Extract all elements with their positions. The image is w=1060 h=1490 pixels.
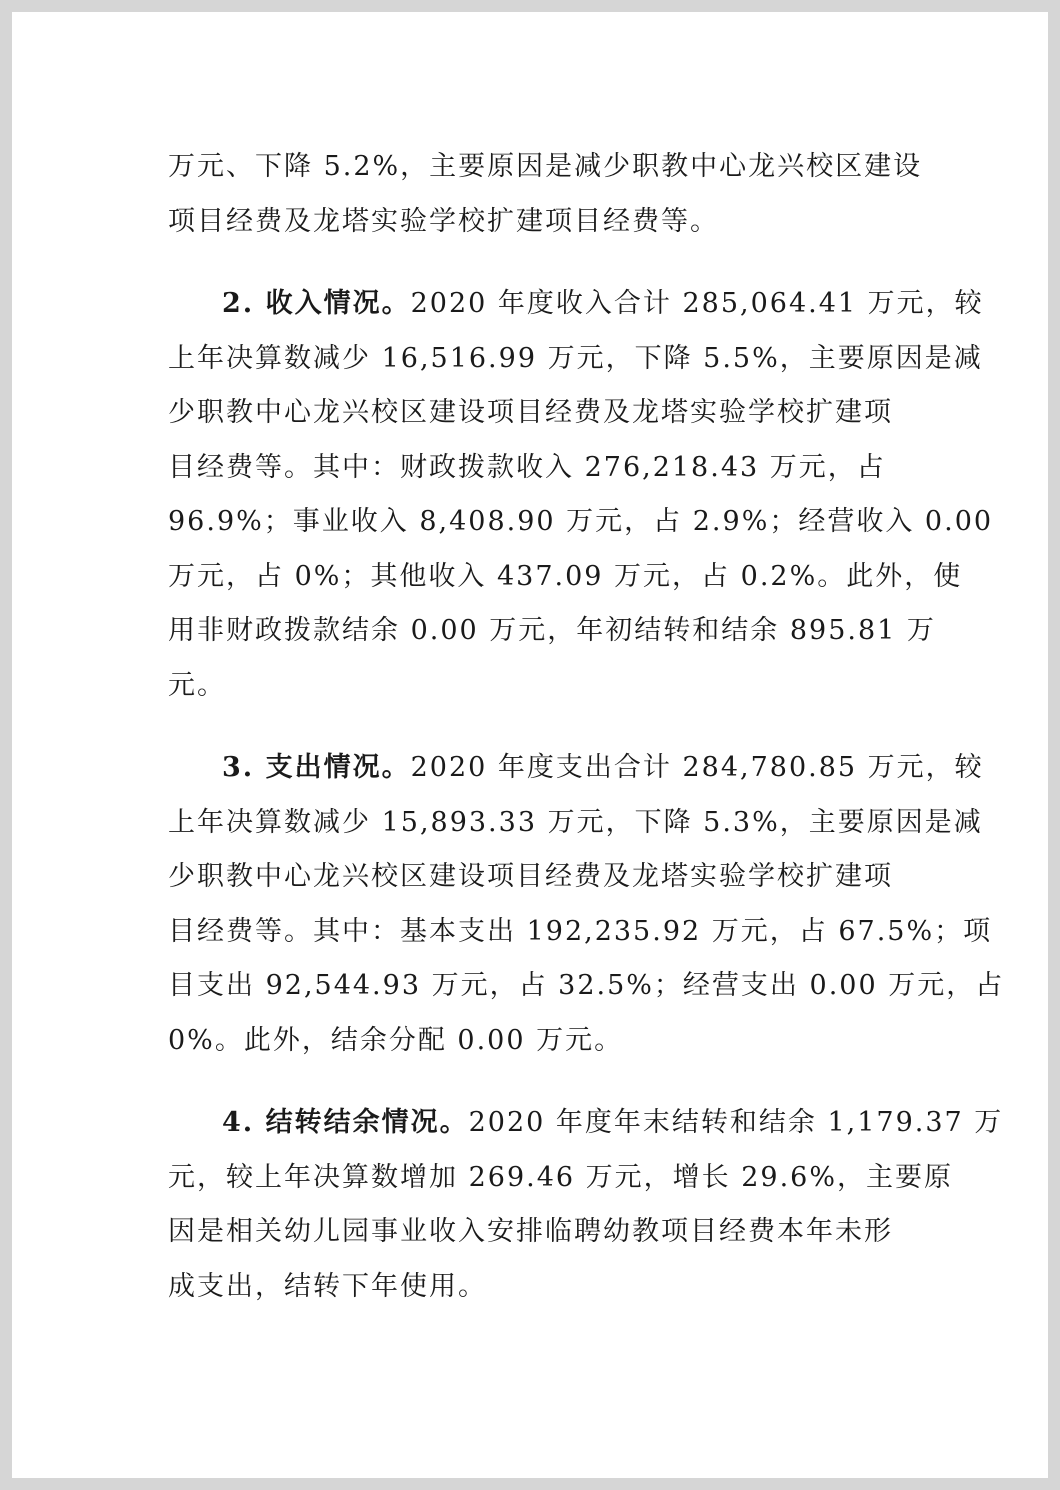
document-body <box>168 140 1005 1314</box>
text-line: 目经费等。其中：财政拨款收入 276,218.43 万元，占 <box>168 451 886 483</box>
text-line: 少职教中心龙兴校区建设项目经费及龙塔实验学校扩建项 <box>168 861 893 892</box>
text-line: 用非财政拨款结余 0.00 万元，年初结转和结余 895.81 万 <box>168 615 936 646</box>
text-segment: 2020 年度支出合计 284,780.85 万元，较 <box>410 752 984 783</box>
text-line: 项目经费及龙塔实验学校扩建项目经费等。 <box>168 205 719 237</box>
text-line: 少职教中心龙兴校区建设项目经费及龙塔实验学校扩建项 <box>168 397 893 428</box>
text-line <box>168 741 984 796</box>
text-line: 元。 <box>168 669 226 701</box>
text-line: 万元，占 0%；其他收入 437.09 万元，占 0.2%。此外，使 <box>168 560 963 592</box>
text-line: 目经费等。其中：基本支出 192,235.92 万元，占 67.5%；项 <box>168 915 993 947</box>
text-line: 上年决算数减少 16,516.99 万元，下降 5.5%，主要原因是减 <box>168 342 983 374</box>
paragraph-expenditure <box>168 741 1005 1068</box>
text-line: 上年决算数减少 15,893.33 万元，下降 5.3%，主要原因是减 <box>168 806 983 838</box>
text-line: 因是相关幼儿园事业收入安排临聘幼教项目经费本年未形 <box>168 1216 893 1247</box>
text-line: 成支出，结转下年使用。 <box>168 1270 487 1302</box>
text-line: 万元、下降 5.2%，主要原因是减少职教中心龙兴校区建设 <box>168 151 923 182</box>
text-line <box>168 1096 1004 1151</box>
paragraph-expenditure-summary-continued <box>168 140 923 249</box>
text-line: 96.9%；事业收入 8,408.90 万元，占 2.9%；经营收入 0.00 <box>168 506 994 537</box>
text-line: 目支出 92,544.93 万元，占 32.5%；经营支出 0.00 万元，占 <box>168 970 1005 1001</box>
document-page <box>12 12 1048 1478</box>
section-heading-expenditure: 3. 支出情况。 <box>222 752 411 783</box>
text-segment: 2020 年度收入合计 285,064.41 万元，较 <box>410 288 984 319</box>
text-line <box>168 277 984 332</box>
paragraph-carryover-balance <box>168 1096 1004 1314</box>
paragraph-income <box>168 277 994 713</box>
text-line: 0%。此外，结余分配 0.00 万元。 <box>168 1024 624 1056</box>
text-line: 元，较上年决算数增加 269.46 万元，增长 29.6%，主要原 <box>168 1161 953 1193</box>
section-heading-income: 2. 收入情况。 <box>222 288 411 319</box>
text-segment: 2020 年度年末结转和结余 1,179.37 万 <box>468 1107 1004 1138</box>
section-heading-carryover: 4. 结转结余情况。 <box>222 1107 469 1138</box>
